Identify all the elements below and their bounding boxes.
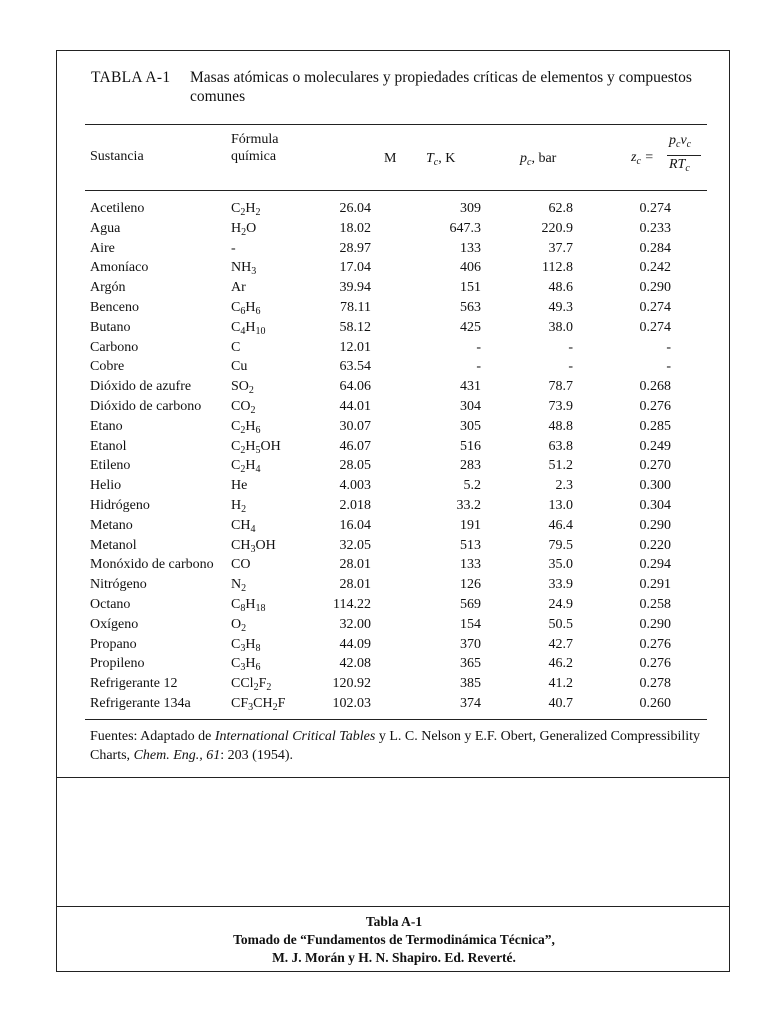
cell-m: 44.09 <box>339 636 371 652</box>
cell-tc: 569 <box>460 597 481 612</box>
cell-tc: 370 <box>460 636 481 652</box>
cell-sustancia: Metanol <box>90 537 137 553</box>
top-rule <box>85 124 707 125</box>
cell-tc: 305 <box>460 418 481 434</box>
table-row <box>57 219 731 239</box>
cell-formula: $CF_3CH_2F$ <box>231 696 286 713</box>
cell-zc: 0.294 <box>639 557 671 573</box>
credit-divider <box>57 906 729 907</box>
cell-formula: $CH_3OH$ <box>231 537 276 555</box>
cell-tc: 133 <box>460 240 481 256</box>
cell-sustancia: Hidrógeno <box>90 498 150 513</box>
table-row <box>57 575 731 595</box>
cell-sustancia: Benceno <box>90 300 139 315</box>
cell-formula: Cu <box>231 359 248 375</box>
cell-zc: 0.258 <box>639 597 671 612</box>
cell-zc: 0.242 <box>639 260 671 276</box>
cell-formula: He <box>231 478 248 494</box>
table-row <box>57 318 731 338</box>
cell-m: 102.03 <box>332 696 371 711</box>
table-row <box>57 397 731 417</box>
header-tc: $T_c$, K <box>426 151 456 168</box>
cell-m: 17.04 <box>339 260 371 276</box>
cell-sustancia: Aire <box>90 240 115 256</box>
table-row <box>57 357 731 377</box>
table-page-frame: TABLA A-1 Masas atómicas o moleculares y propiedades críticas de elementos y compuestos comunes Sustancia Fórmula química M $T_c$, K $p_c$, bar $z_c$ = $p_cv_c$ $RT_c$ Acetileno $C_2H_2$ 26.04 309 62.8 0.274 Agua $H_2O$ 18.02 647.3 220.9 0.233 Aire - 28.97 133 37.7 0.284 Amoníaco $NH_3$ 17.04 406 112.8 0.242 Argón Ar 39.94 151 48.6 0.290 Benceno $C_6H_6$ 78.11 563 49.3 0.274 Butano $C_4H_{10}$ 58.12 425 38.0 0.274 Carbono C 12.01 - - - Cobre Cu 63.54 - - - Dióxido de azufre $SO_2$ 64.06 431 78.7 0.268 Dióxido de carbono $CO_2$ 44.01 304 73.9 0.276 Etano $C_2H_6$ 30.07 305 48.8 0.285 Etanol $C_2H_5OH$ 46.07 516 63.8 0.249 Etileno $C_2H_4$ 28.05 283 51.2 0.270 Helio He 4.003 5.2 2.3 0.300 Hidrógeno $H_2$ 2.018 33.2 13.0 0.304 Metano $CH_4$ 16.04 191 46.4 0.290 Metanol $CH_3OH$ 32.05 513 79.5 0.220 Monóxido de carbono CO 28.01 133 35.0 0.294 Nitrógeno $N_2$ 28.01 126 33.9 0.291 Octano $C_8H_{18}$ 114.22 569 24.9 0.258 Oxígeno $O_2$ 32.00 154 50.5 0.290 Propano $C_3H_8$ 44.09 370 42.7 0.276 Propileno $C_3H_6$ 42.08 365 46.2 0.276 Refrigerante 12 $CCl_2F_2$ 120.92 385 41.2 0.278 Refrigerante 134a $CF_3CH_2F$ 102.03 374 40.7 0.260 Fuentes: Adaptado de International Critical Tables y L. C. Nelson y E.F. Obert, Generalized Compressibility Charts, Chem. Eng., 61: 203 (1954). Tabla A-1 Tomado de “Fundamentos de Termodinámica Técnica”, M. J. Morán y H. N. Shapiro. Ed. Reverté. <box>56 50 730 972</box>
table-row <box>57 338 731 358</box>
cell-pc: 73.9 <box>548 399 573 414</box>
cell-m: 58.12 <box>339 319 371 335</box>
cell-sustancia: Dióxido de azufre <box>90 379 192 395</box>
cell-formula: $C_4H_{10}$ <box>231 319 266 337</box>
cell-m: 32.00 <box>339 616 371 632</box>
cell-m: 44.01 <box>339 399 371 414</box>
cell-formula: C <box>231 339 241 355</box>
cell-tc: 133 <box>460 557 481 573</box>
cell-tc: 513 <box>460 537 481 553</box>
credit-block <box>57 913 731 967</box>
cell-m: 2.018 <box>339 498 371 513</box>
cell-m: 78.11 <box>340 300 371 315</box>
cell-m: 4.003 <box>339 478 371 494</box>
cell-zc: 0.278 <box>639 676 671 692</box>
cell-sustancia: Etanol <box>90 438 127 454</box>
cell-formula: $O_2$ <box>231 616 247 634</box>
cell-m: 42.08 <box>339 656 371 672</box>
cell-zc: - <box>666 359 671 375</box>
table-row <box>57 516 731 536</box>
cell-pc: 63.8 <box>548 438 573 454</box>
cell-pc: 33.9 <box>548 577 573 593</box>
cell-pc: - <box>568 339 573 355</box>
cell-pc: 41.2 <box>548 676 573 692</box>
cell-zc: 0.284 <box>639 240 671 256</box>
cell-formula: $C_6H_6$ <box>231 300 261 317</box>
cell-sustancia: Oxígeno <box>90 616 139 632</box>
cell-formula: $C_2H_5OH$ <box>231 438 281 456</box>
cell-sustancia: Metano <box>90 517 133 533</box>
cell-formula: $SO_2$ <box>231 379 254 397</box>
cell-pc: 2.3 <box>555 478 573 494</box>
cell-pc: 46.2 <box>548 656 573 672</box>
cell-m: 39.94 <box>339 280 371 296</box>
credit-line-2: Tomado de “Fundamentos de Termodinámica Técnica”, <box>233 932 555 947</box>
cell-tc: 304 <box>460 399 481 414</box>
cell-zc: 0.300 <box>639 478 671 494</box>
cell-formula: Ar <box>231 280 246 296</box>
credit-line-3: M. J. Morán y H. N. Shapiro. Ed. Reverté. <box>272 950 516 965</box>
cell-m: 46.07 <box>339 438 371 454</box>
cell-pc: 49.3 <box>548 300 573 315</box>
header-pc: $p_c$, bar <box>520 151 557 168</box>
cell-tc: 406 <box>460 260 481 276</box>
cell-m: 18.02 <box>339 220 371 236</box>
cell-pc: 78.7 <box>548 379 573 395</box>
cell-zc: 0.220 <box>639 537 671 553</box>
cell-sustancia: Agua <box>90 220 121 236</box>
cell-zc: 0.285 <box>639 418 671 434</box>
cell-pc: 42.7 <box>548 636 573 652</box>
cell-sustancia: Dióxido de carbono <box>90 399 202 414</box>
table-row <box>57 694 731 714</box>
cell-m: 28.01 <box>339 577 371 593</box>
cell-tc: 563 <box>460 300 481 315</box>
cell-tc: 374 <box>460 696 481 711</box>
cell-pc: 51.2 <box>548 458 573 474</box>
cell-sustancia: Amoníaco <box>90 260 149 276</box>
cell-formula: $C_8H_{18}$ <box>231 597 266 614</box>
cell-tc: 283 <box>460 458 481 474</box>
cell-formula: $C_2H_2$ <box>231 201 261 218</box>
cell-m: 114.22 <box>333 597 371 612</box>
cell-sustancia: Monóxido de carbono <box>90 557 214 573</box>
table-row <box>57 496 731 516</box>
table-row <box>57 654 731 674</box>
table-row <box>57 615 731 635</box>
cell-formula: $CH_4$ <box>231 517 256 535</box>
cell-tc: 365 <box>460 656 481 672</box>
cell-m: 63.54 <box>339 359 371 375</box>
cell-zc: 0.276 <box>639 636 671 652</box>
cell-tc: 516 <box>460 438 481 454</box>
credit-line-1: Tabla A-1 <box>365 914 423 929</box>
cell-zc: 0.268 <box>639 379 671 395</box>
cell-tc: 309 <box>460 201 481 216</box>
cell-pc: 48.8 <box>548 418 573 434</box>
cell-zc: 0.270 <box>639 458 671 474</box>
table-row <box>57 417 731 437</box>
cell-tc: 33.2 <box>456 498 481 513</box>
cell-m: 28.05 <box>339 458 371 474</box>
table-row <box>57 278 731 298</box>
cell-sustancia: Etileno <box>90 458 131 474</box>
cell-m: 28.97 <box>339 240 371 256</box>
cell-sustancia: Carbono <box>90 339 139 355</box>
cell-pc: 46.4 <box>548 517 573 533</box>
cell-sustancia: Etano <box>90 418 123 434</box>
cell-sustancia: Helio <box>90 478 122 494</box>
table-row <box>57 199 731 219</box>
cell-tc: 126 <box>460 577 481 593</box>
table-sources: Fuentes: Adaptado de International Critical Tables y L. C. Nelson y E.F. Obert, Generalized Compressibility Charts, Chem. Eng., 61: 203 (1954). <box>90 729 701 763</box>
cell-zc: 0.290 <box>639 616 671 632</box>
table-row <box>57 674 731 694</box>
table-tag: TABLA A-1 <box>91 69 171 86</box>
cell-zc: 0.276 <box>639 656 671 672</box>
cell-tc: 425 <box>460 319 481 335</box>
cell-pc: 79.5 <box>548 537 573 553</box>
cell-formula: $CCl_2F_2$ <box>231 676 272 694</box>
cell-zc: 0.274 <box>639 300 671 315</box>
cell-formula: $C_2H_6$ <box>231 418 261 436</box>
section-divider <box>57 777 729 778</box>
cell-pc: 13.0 <box>548 498 573 513</box>
cell-sustancia: Propileno <box>90 656 145 672</box>
cell-zc: 0.274 <box>639 319 671 335</box>
cell-pc: 38.0 <box>548 319 573 335</box>
table-row <box>57 476 731 496</box>
cell-pc: 40.7 <box>548 696 573 711</box>
table-row <box>57 536 731 556</box>
cell-formula: $H_2$ <box>231 498 247 515</box>
cell-pc: 220.9 <box>541 220 573 236</box>
cell-sustancia: Refrigerante 134a <box>90 696 191 711</box>
cell-m: 12.01 <box>339 339 371 355</box>
table-row <box>57 239 731 259</box>
cell-tc: 431 <box>460 379 481 395</box>
cell-pc: 48.6 <box>548 280 573 296</box>
header-formula-line2: química <box>231 149 277 164</box>
cell-zc: 0.274 <box>639 201 671 216</box>
table-row <box>57 456 731 476</box>
cell-sustancia: Propano <box>90 636 137 652</box>
cell-m: 64.06 <box>339 379 371 395</box>
cell-sustancia: Argón <box>90 280 126 296</box>
table-title: Masas atómicas o moleculares y propiedades críticas de elementos y compuestos comunes <box>190 69 692 105</box>
cell-zc: 0.291 <box>639 577 671 593</box>
cell-zc: 0.233 <box>639 220 671 236</box>
cell-sustancia: Nitrógeno <box>90 577 147 593</box>
cell-tc: - <box>476 339 481 355</box>
cell-m: 28.01 <box>339 557 371 573</box>
cell-m: 120.92 <box>332 676 371 692</box>
table-row <box>57 377 731 397</box>
header-rule <box>85 190 707 191</box>
table-row <box>57 258 731 278</box>
cell-tc: - <box>476 359 481 375</box>
cell-pc: 35.0 <box>548 557 573 573</box>
cell-tc: 647.3 <box>449 220 481 236</box>
cell-tc: 385 <box>460 676 481 692</box>
cell-formula: $CO_2$ <box>231 399 256 416</box>
cell-zc: - <box>666 339 671 355</box>
cell-formula: $NH_3$ <box>231 260 257 278</box>
table-row <box>57 595 731 615</box>
cell-formula: $C_3H_6$ <box>231 656 261 674</box>
header-formula-line1: Fórmula <box>231 132 279 147</box>
cell-pc: - <box>568 359 573 375</box>
table-row <box>57 555 731 575</box>
cell-pc: 112.8 <box>542 260 573 276</box>
cell-m: 30.07 <box>339 418 371 434</box>
cell-pc: 37.7 <box>548 240 573 256</box>
cell-m: 32.05 <box>339 537 371 553</box>
cell-sustancia: Cobre <box>90 359 125 375</box>
cell-formula: $C_3H_8$ <box>231 636 261 654</box>
cell-tc: 151 <box>460 280 481 296</box>
cell-m: 26.04 <box>339 201 371 216</box>
header-m: M <box>384 151 397 166</box>
cell-formula: CO <box>231 557 251 573</box>
cell-sustancia: Refrigerante 12 <box>90 676 178 692</box>
cell-tc: 191 <box>460 517 481 533</box>
cell-formula: - <box>231 240 236 256</box>
cell-zc: 0.249 <box>639 438 671 454</box>
header-sustancia: Sustancia <box>90 149 144 164</box>
cell-zc: 0.276 <box>639 399 671 414</box>
table-row <box>57 635 731 655</box>
cell-zc: 0.304 <box>639 498 671 513</box>
cell-pc: 24.9 <box>548 597 573 612</box>
cell-tc: 154 <box>460 616 481 632</box>
cell-zc: 0.290 <box>639 280 671 296</box>
cell-tc: 5.2 <box>463 478 481 494</box>
cell-formula: $C_2H_4$ <box>231 458 261 476</box>
cell-m: 16.04 <box>339 517 371 533</box>
cell-formula: $N_2$ <box>231 577 247 595</box>
table-row <box>57 437 731 457</box>
cell-pc: 50.5 <box>548 616 573 632</box>
cell-pc: 62.8 <box>548 201 573 216</box>
cell-sustancia: Acetileno <box>90 201 145 216</box>
cell-sustancia: Butano <box>90 319 131 335</box>
cell-sustancia: Octano <box>90 597 131 612</box>
cell-zc: 0.290 <box>639 517 671 533</box>
bottom-rule <box>85 719 707 720</box>
cell-zc: 0.260 <box>639 696 671 711</box>
table-row <box>57 298 731 318</box>
cell-formula: $H_2O$ <box>231 220 257 238</box>
